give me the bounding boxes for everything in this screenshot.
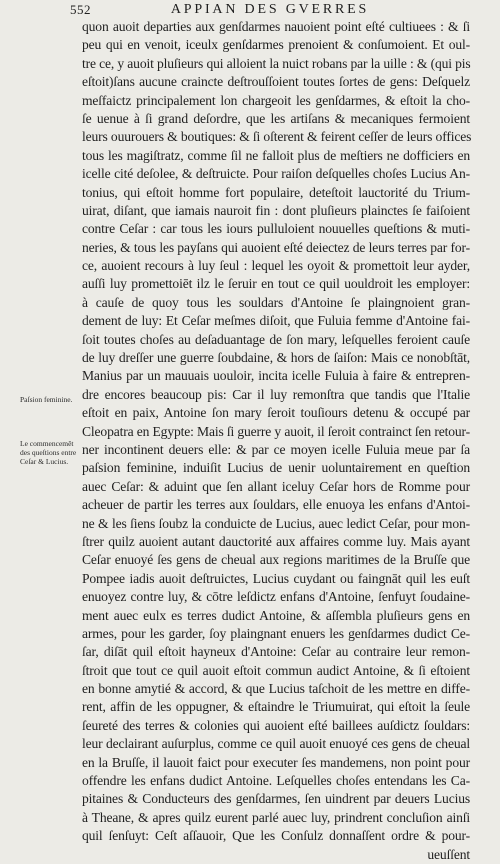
text-line: icelle cité deſolee, & deſtruicte. Pour raiſon deſquelles choſes Lucius An- [82, 166, 470, 182]
text-line: ce, auoient recours à luy ſeul : lequel les oyoit & promettoit leur ayder, [82, 258, 470, 274]
text-line: ſe uenue à ſi grand deſordre, que les artiſans & mecaniques fermoient [82, 110, 470, 126]
text-line: à cauſe de quoy tous les souldars d'Antoine ſe plaingnoient gran- [82, 294, 470, 310]
text-line: leurs ouurouers & boutiques: & ſi oſterent & feirent ceſſer de leurs offices [82, 129, 472, 145]
text-line: offendre les enfans dudict Antoine. Leſquelles choſes entendans les Ca- [82, 773, 470, 789]
text-line: eſtoit)ſans aucune craincte deſtrouſſoient toutes ſortes de gens: Deſquelz [82, 74, 470, 90]
text-line: auec Ceſar: & aduint que ſen allant iceluy Ceſar hors de Romme pour [82, 478, 470, 494]
text-line: quil ſenſuyt: Ceſt aſſauoir, Que les Conſulz donnaſſent ordre & pour- [82, 828, 470, 844]
text-line: enuoyez contre luy, & cōtre leſdictz enfans d'Antoine, ſenfuyt ſoudaine- [82, 589, 470, 605]
text-line: ſeureté des terres & colonies qui auoient eſté baillees auſdictz ſouldars: [82, 717, 470, 733]
text-line: leur declairant auſurplus, comme ce quil auoit enuoyé ces gens de cheual [82, 736, 470, 752]
text-line: eſtoit en paix, Antoine ſon mary ſeroit touſiours detenu & occupé par [82, 405, 470, 421]
text-line: peu qui en venoit, iceulx genſdarmes prenoient & conſumoient. Et oul- [82, 37, 470, 53]
text-line: tonius, qui eſtoit homme fort populaire, deteſtoit lauctorité du Trium- [82, 184, 470, 200]
text-line: auſſi luy promettoiēt ilz le ſeruir en tout ce quil uouldroit les employer: [82, 276, 470, 292]
text-line: ſar, diſāt quil eſtoit hayneux d'Antoine: Ceſar au contraire leur remon- [82, 644, 470, 660]
running-title: APPIAN DES GVERRES [170, 2, 370, 17]
text-line: ſoit toutes choſes au deſaduantage de ſon mary, leſquelles feroient cauſe [82, 331, 470, 347]
text-line: pitaines & Conducteurs des genſdarmes, ſen uindrent par deuers Lucius [82, 791, 470, 807]
text-line: dement de luy: Et Ceſar meſmes diſoit, que Fuluia femme d'Antoine fai- [82, 313, 470, 329]
margin-note-questions: Le commencemẽt des queſtions entre Ceſar & Lucius. [20, 439, 77, 466]
text-line: contre Ceſar : car tous les iours pulluloient nouuelles queſtions & muti- [82, 221, 470, 237]
text-line: tre ce, y auoit pluſieurs qui alloient la nuict robans par la uille : & (qui pis [82, 55, 471, 71]
text-line: à Theane, & apres quilz eurent parlé auec luy, prindrent concluſion ainſi [82, 809, 470, 825]
text-line: meſfaictz principalement lon chargeoit les genſdarmes, & eſtoit la cho- [82, 92, 470, 108]
text-line: ne & les ſiens ſoubz la conduicte de Lucius, auec ledict Ceſar, pour mon- [82, 515, 470, 531]
catchword: ueuſſent [427, 846, 470, 862]
text-line: tous les magiſtratz, comme ſil ne falloit plus de meſtiers ne dofficiers en [82, 147, 470, 163]
text-line: Pompee iadis auoit deſtruictes, Lucius cuydant ou faingnāt quil les euſt [82, 570, 470, 586]
page-header [70, 2, 470, 18]
text-line: ment auec eulx es terres dudict Antoine, & aſſembla pluſieurs gens en [82, 607, 470, 623]
text-line: armes, pour les garder, ſoy plaingnant enuers les genſdarmes dudict Ce- [82, 625, 470, 641]
text-line: ner incontinent deuers elle: & par ce moyen icelle Fuluia meue par ſa [82, 441, 470, 457]
body-text [82, 18, 470, 864]
text-line: en bonne amytié & accord, & que Lucius taſchoit de les mettre en diffe- [82, 681, 470, 697]
margin-note-passion: Paſsion feminine. [20, 395, 73, 404]
text-line: acheuer de partir les terres aux ſouldars, elle enuoya les enfans d'Antoi- [82, 497, 470, 513]
text-line: de luy dreſſer une guerre ſoubdaine, & hors de ſaiſon: Mais ce nonobſtāt, [82, 350, 470, 366]
text-line: ſtrer quilz auoient autant dauctorité aux affaires comme luy. Mais ayant [82, 533, 470, 549]
text-line: uirat, diſant, que iamais nauroit fin : dont pluſieurs plainctes ſe faiſoient [82, 202, 470, 218]
text-line: en la Bruſſe, il lauoit faict pour executer ſes mandemens, non point pour [82, 754, 470, 770]
page-number: 552 [70, 2, 91, 17]
text-line: Manius par un mauuais uouloir, incita icelle Fuluia à faire & entrepren- [82, 368, 470, 384]
text-line: paſsion feminine, induiſit Lucius de uenir uoluntairement en queſtion [82, 460, 470, 476]
text-line: ſtroit que tout ce quil auoit eſtoit commun audict Antoine, & ſi eſtoient [82, 662, 470, 678]
text-line: quon auoit departies aux genſdarmes nauoient point eſté cultiuees : & ſi [82, 19, 470, 34]
text-line: neries, & tous les payſans qui auoient eſté deiectez de leurs terres par for- [82, 239, 470, 255]
text-line: dre encores beaucoup pis: Car il luy remonſtra que tandis que l'Italie [82, 386, 470, 402]
text-line: rent, affin de les oppugner, & eſtaindre le Triumuirat, qui eſtoit la ſeule [82, 699, 470, 715]
text-line: Ceſar enuoyé ſes gens de cheual aux regions maritimes de la Bruſſe que [82, 552, 470, 568]
text-line: Cleopatra en Egypte: Mais ſi guerre y auoit, il ſeroit contrainct ſen retour- [82, 423, 470, 439]
